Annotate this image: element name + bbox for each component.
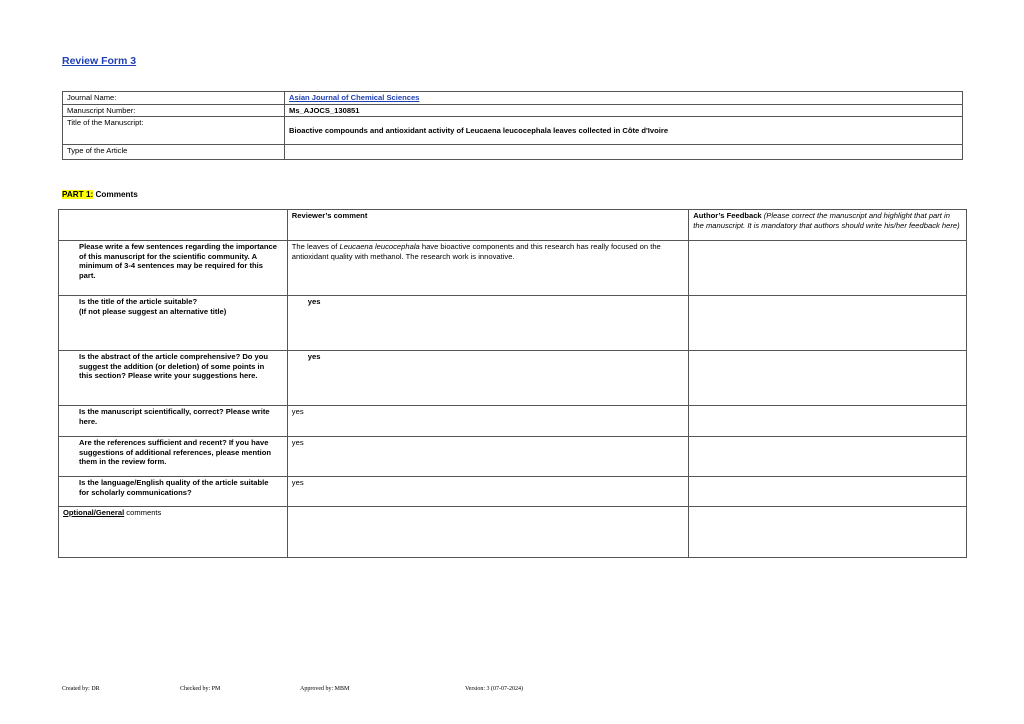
part-1-label: PART 1: xyxy=(62,190,94,199)
author-feedback-importance[interactable] xyxy=(689,241,967,296)
author-feedback-abstract[interactable] xyxy=(689,351,967,406)
question-title-suitable: Is the title of the article suitable? (If not please suggest an alternative title) xyxy=(59,296,288,351)
reviewer-comment-optional[interactable] xyxy=(287,507,689,558)
question-abstract: Is the abstract of the article comprehensive? Do you suggest the addition (or deletion) of some points in this section? Please write your suggestions here. xyxy=(59,351,288,406)
comment-text: The leaves of xyxy=(291,242,340,251)
footer-created-by: Created by: DR xyxy=(62,686,100,692)
reviewer-comment-title[interactable]: yes xyxy=(287,296,689,351)
reviewer-comment-importance[interactable] xyxy=(287,241,689,296)
comments-label: comments xyxy=(124,508,162,517)
optional-comments-row xyxy=(59,507,967,558)
manuscript-title-label: Title of the Manuscript: xyxy=(63,117,285,145)
manuscript-number-row xyxy=(63,104,963,117)
part-1-heading xyxy=(62,190,138,199)
manuscript-number-value: Ms_AJOCS_130851 xyxy=(285,104,963,117)
question-header-cell xyxy=(59,210,288,241)
reviewer-comment-language[interactable]: yes xyxy=(287,477,689,507)
question-importance: Please write a few sentences regarding the importance of this manuscript for the scientific community. A minimum of 3-4 sentences may be required for this part. xyxy=(59,241,288,296)
journal-name-label: Journal Name: xyxy=(63,92,285,105)
table-row xyxy=(59,296,967,351)
reviewer-comment-header: Reviewer’s comment xyxy=(287,210,689,241)
question-references: Are the references sufficient and recent? If you have suggestions of additional references, please mention them in the review form. xyxy=(59,437,288,477)
manuscript-title-value: Bioactive compounds and antioxidant activity of Leucaena leucocephala leaves collected in Côte d'Ivoire xyxy=(285,117,963,145)
table-row xyxy=(59,437,967,477)
comments-table xyxy=(58,209,967,558)
manuscript-number-label: Manuscript Number: xyxy=(63,104,285,117)
part-1-title: Comments xyxy=(95,190,138,199)
question-language: Is the language/English quality of the article suitable for scholarly communications? xyxy=(59,477,288,507)
article-type-row xyxy=(63,145,963,160)
journal-name-link[interactable]: Asian Journal of Chemical Sciences xyxy=(289,93,420,102)
author-feedback-title[interactable] xyxy=(689,296,967,351)
author-feedback-language[interactable] xyxy=(689,477,967,507)
reviewer-comment-references[interactable]: yes xyxy=(287,437,689,477)
author-feedback-header xyxy=(689,210,967,241)
manuscript-info-table xyxy=(62,91,963,160)
manuscript-title-row xyxy=(63,117,963,145)
comment-text: have bioactive components and this research has really focused on the antioxidant quality with methanol. The research work is innovative. xyxy=(291,242,661,261)
optional-general-label: Optional/General xyxy=(63,508,125,517)
table-row xyxy=(59,477,967,507)
optional-comments-label xyxy=(59,507,288,558)
article-type-value xyxy=(285,145,963,160)
footer-checked-by: Checked by: PM xyxy=(180,686,221,692)
footer-approved-by: Approved by: MBM xyxy=(300,686,350,692)
journal-name-row xyxy=(63,92,963,105)
question-scientific: Is the manuscript scientifically, correct? Please write here. xyxy=(59,406,288,437)
table-row xyxy=(59,351,967,406)
author-feedback-optional[interactable] xyxy=(689,507,967,558)
author-feedback-title: Author’s Feedback xyxy=(693,211,762,220)
author-feedback-note: (Please correct the manuscript and highlight that part in the manuscript. It is mandatory that authors should write his/her feedback here) xyxy=(693,211,960,230)
comments-header-row xyxy=(59,210,967,241)
form-title: Review Form 3 xyxy=(62,55,137,67)
reviewer-comment-scientific[interactable]: yes xyxy=(287,406,689,437)
journal-name-cell xyxy=(285,92,963,105)
author-feedback-scientific[interactable] xyxy=(689,406,967,437)
author-feedback-references[interactable] xyxy=(689,437,967,477)
footer-version: Version: 3 (07-07-2024) xyxy=(465,686,523,692)
reviewer-comment-abstract[interactable]: yes xyxy=(287,351,689,406)
table-row xyxy=(59,241,967,296)
article-type-label: Type of the Article xyxy=(63,145,285,160)
species-name: Leucaena leucocephala xyxy=(339,242,420,251)
table-row xyxy=(59,406,967,437)
